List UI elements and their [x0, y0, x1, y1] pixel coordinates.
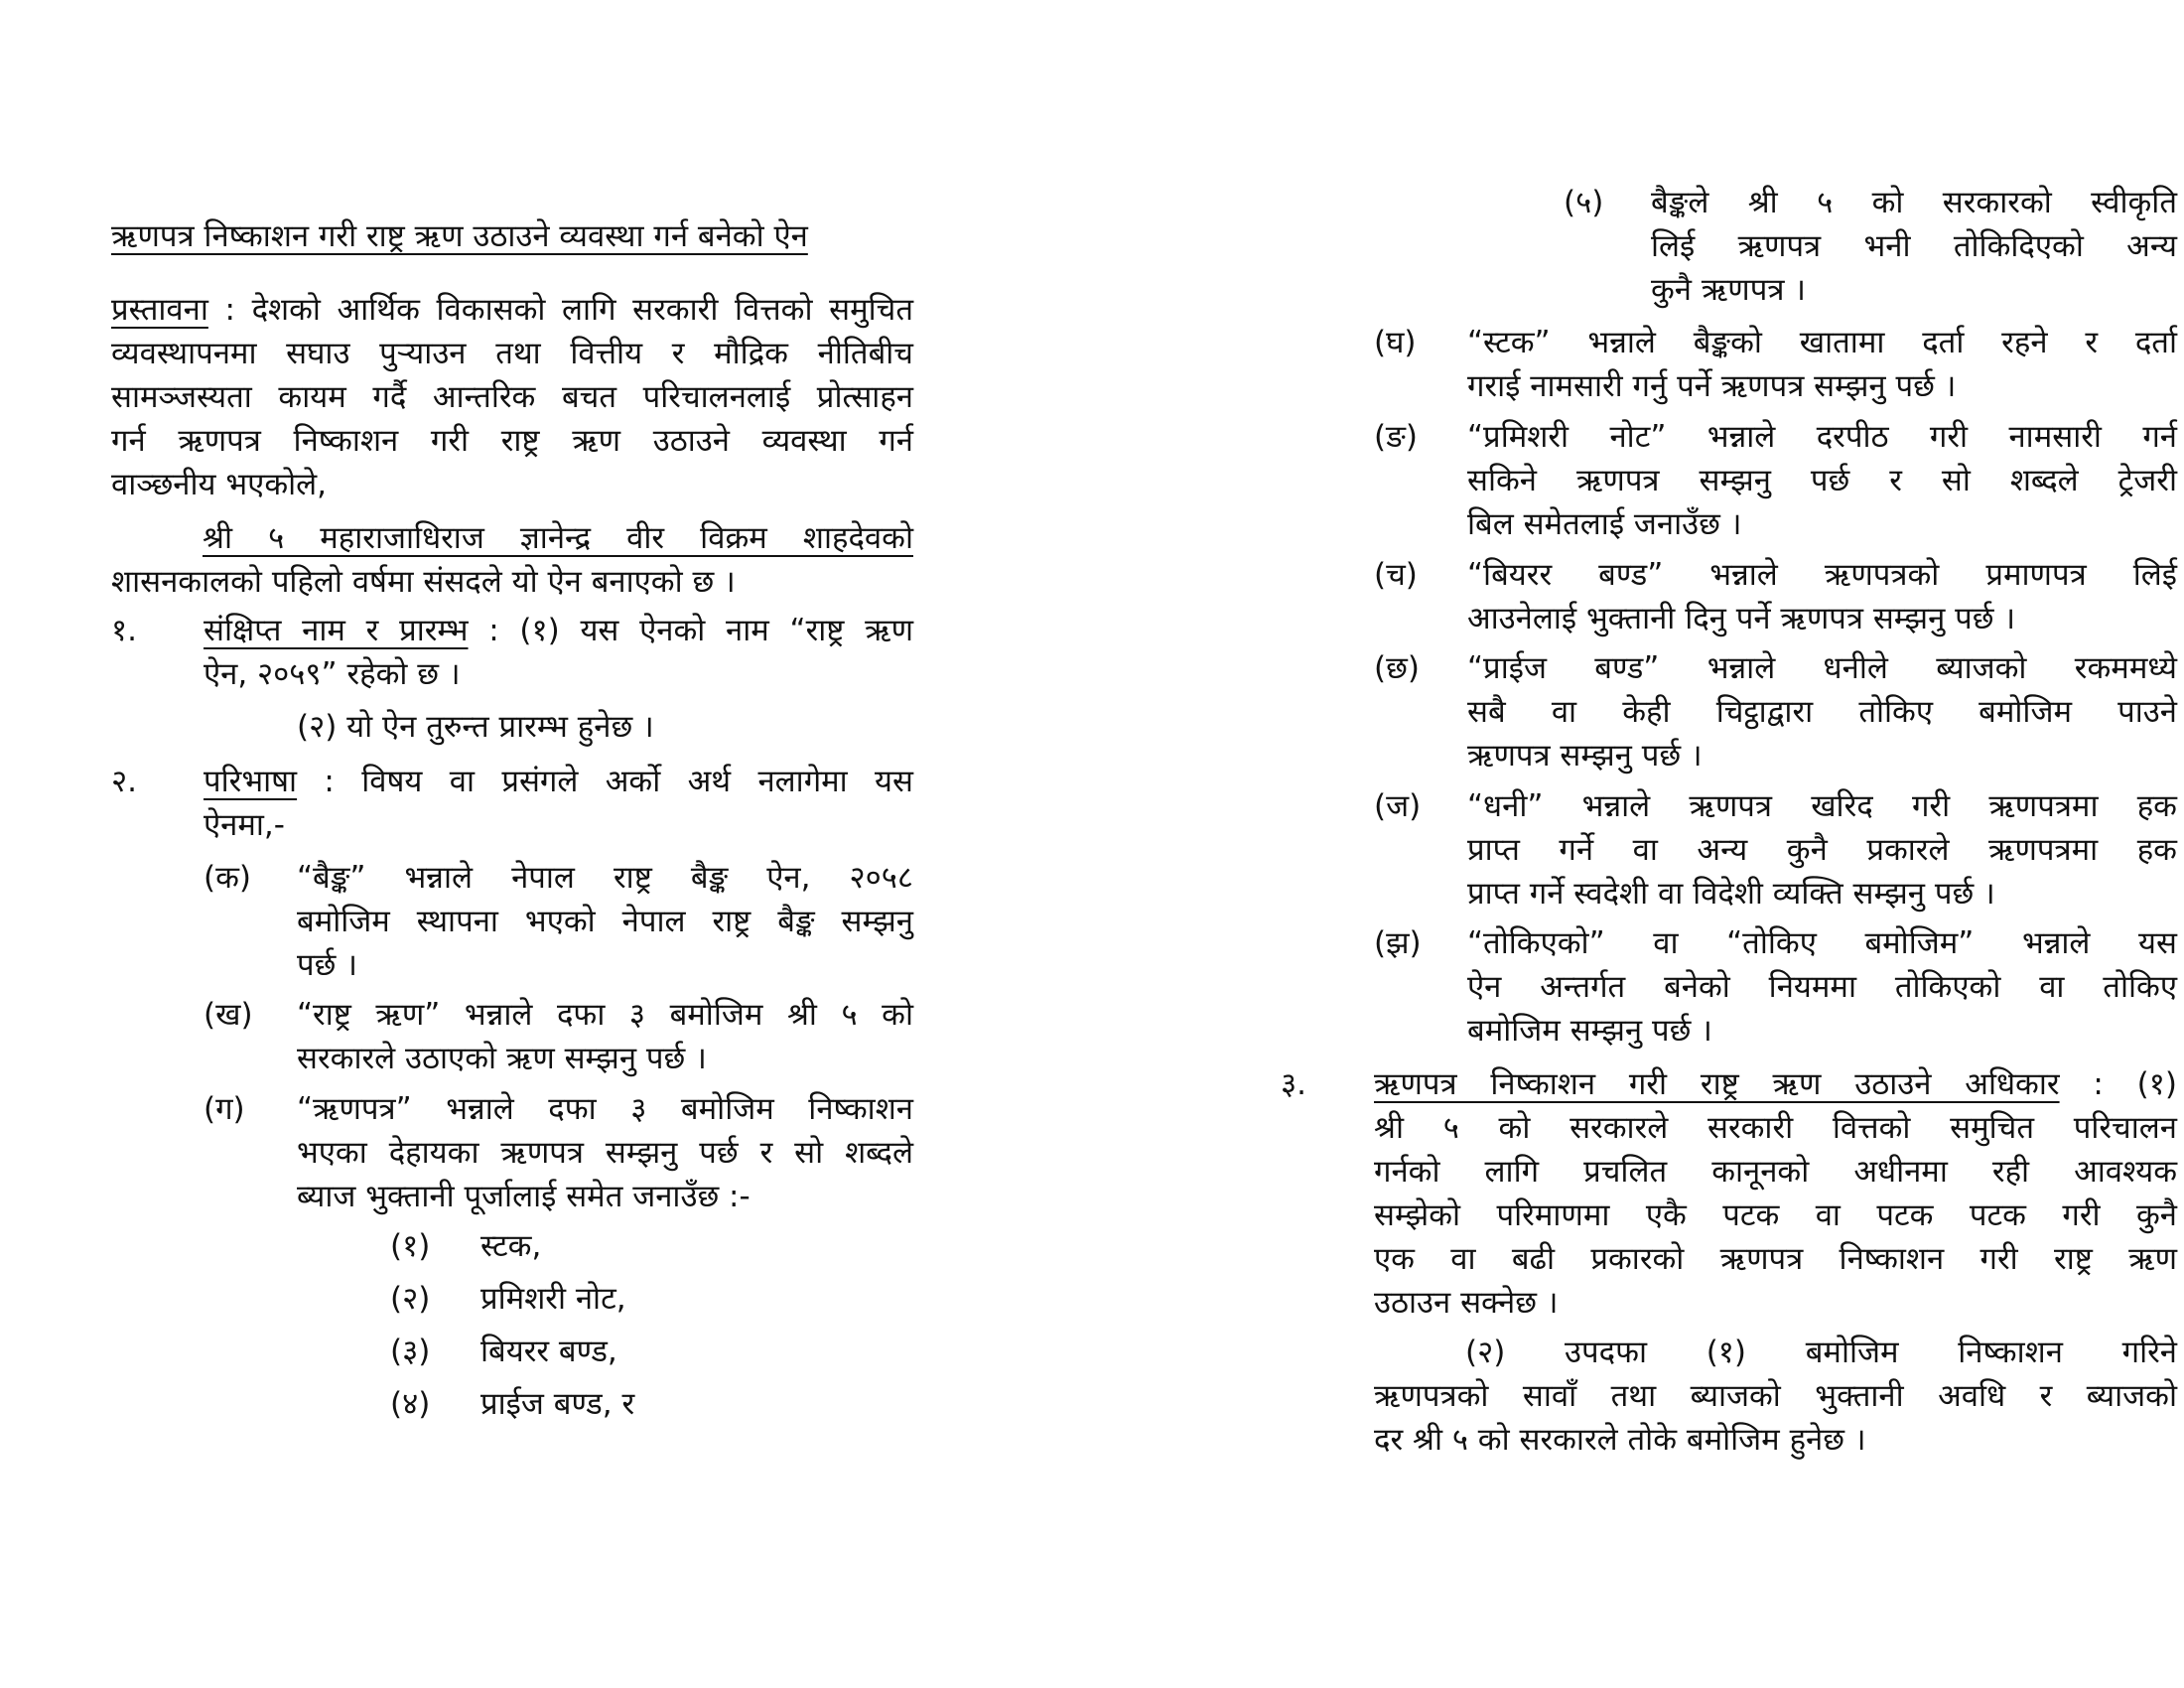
section-text: : विषय वा प्रसंगले अर्को अर्थ नलागेमा यस	[297, 764, 913, 799]
clause-mark: (झ)	[1374, 925, 1422, 961]
subitem-text: बियरर बण्ड,	[480, 1334, 617, 1369]
subitem-text: प्राईज बण्ड, र	[480, 1386, 635, 1422]
enactment-line: शासनकालको पहिलो वर्षमा संसदले यो ऐन बनाएको छ ।	[111, 564, 736, 600]
subitem-text: प्रमिशरी नोट,	[480, 1281, 626, 1317]
section-line: एक वा बढी प्रकारको ऋणपत्र निष्काशन गरी राष्ट्र ऋण	[1374, 1241, 2177, 1277]
clause-mark: (क)	[204, 860, 251, 896]
subitem-mark: (२)	[390, 1281, 431, 1317]
clause-line: आउनेलाई भुक्तानी दिनु पर्ने ऋणपत्र सम्झनु पर्छ ।	[1467, 601, 2016, 636]
subsection-line: ऋणपत्रको सावाँ तथा ब्याजको भुक्तानी अवधि र ब्याजको	[1374, 1378, 2177, 1414]
preamble	[111, 288, 913, 506]
clause-kha	[297, 993, 913, 1080]
section-3	[1374, 1062, 2177, 1325]
subitem-mark: (५)	[1564, 185, 1604, 220]
clause-mark: (ग)	[204, 1091, 245, 1127]
section-2	[204, 760, 913, 847]
subsection-line: दर श्री ५ को सरकारले तोके बमोजिम हुनेछ ।	[1374, 1422, 1866, 1458]
section-number: २.	[111, 764, 137, 799]
clause-line: प्राप्त गर्ने स्वदेशी वा विदेशी व्यक्ति सम्झनु पर्छ ।	[1467, 876, 1995, 912]
subitem-line: बैङ्कले श्री ५ को सरकारको स्वीकृति	[1651, 185, 2177, 220]
clause-line: “बियरर बण्ड” भन्नाले ऋणपत्रको प्रमाणपत्र लिई	[1467, 557, 2177, 593]
enactment-clause	[111, 516, 913, 604]
section-heading: परिभाषा	[204, 764, 298, 799]
clause-line: सकिने ऋणपत्र सम्झनु पर्छ र सो शब्दले ट्रेजरी	[1467, 463, 2177, 498]
section-line: उठाउन सक्नेछ ।	[1374, 1285, 1559, 1321]
clause-mark: (ङ)	[1374, 419, 1418, 455]
clause-cha	[1467, 553, 2177, 640]
clause-ja	[1467, 784, 2177, 915]
clause-line: “प्राईज बण्ड” भन्नाले धनीले ब्याजको रकममध्ये	[1467, 650, 2177, 686]
section-line	[1374, 1062, 2177, 1106]
clause-mark: (घ)	[1374, 325, 1417, 360]
clause-line: बमोजिम सम्झनु पर्छ ।	[1467, 1013, 1712, 1049]
section-text: : (१)	[2059, 1066, 2177, 1102]
section-line: ऐन, २०५९” रहेको छ ।	[204, 656, 461, 692]
enactment-line: श्री ५ महाराजाधिराज ज्ञानेन्द्र वीर विक्रम शाहदेवको	[203, 520, 913, 556]
clause-line: “ऋणपत्र” भन्नाले दफा ३ बमोजिम निष्काशन	[297, 1091, 913, 1127]
section-number: ३.	[1281, 1066, 1306, 1102]
clause-line: गराई नामसारी गर्नु पर्ने ऋणपत्र सम्झनु पर्छ ।	[1467, 368, 1957, 404]
section-line: गर्नको लागि प्रचलित कानूनको अधीनमा रही आवश्यक	[1374, 1154, 2177, 1190]
section-number: १.	[111, 613, 137, 648]
clause-line: ऋणपत्र सम्झनु पर्छ ।	[1467, 738, 1703, 774]
clause-mark: (छ)	[1374, 650, 1420, 686]
subitem-mark: (१)	[390, 1228, 431, 1264]
clause-line: ब्याज भुक्तानी पूर्जालाई समेत जनाउँछ :-	[297, 1179, 751, 1214]
section-line: श्री ५ को सरकारले सरकारी वित्तको समुचित परिचालन	[1374, 1110, 2177, 1146]
clause-line: “स्टक” भन्नाले बैङ्कको खातामा दर्ता रहने र दर्ता	[1467, 325, 2177, 360]
clause-line: बमोजिम स्थापना भएको नेपाल राष्ट्र बैङ्क सम्झनु	[297, 904, 913, 939]
clause-line: बिल समेतलाई जनाउँछ ।	[1467, 506, 1742, 542]
section-line	[204, 609, 913, 652]
section-heading: ऋणपत्र निष्काशन गरी राष्ट्र ऋण उठाउने अधिकार	[1374, 1066, 2060, 1102]
section-heading: संक्षिप्त नाम र प्रारम्भ	[204, 613, 469, 648]
clause-mark: (ज)	[1374, 788, 1422, 824]
subsection-line: (२) उपदफा (१) बमोजिम निष्काशन गरिने	[1465, 1335, 2177, 1370]
preamble-line: गर्न ऋणपत्र निष्काशन गरी राष्ट्र ऋण उठाउने व्यवस्था गर्न	[111, 423, 913, 459]
preamble-line: वाञ्छनीय भएकोले,	[111, 467, 328, 502]
clause-mark: (च)	[1374, 557, 1418, 593]
subitem-line: लिई ऋणपत्र भनी तोकिदिएको अन्य	[1651, 228, 2177, 264]
clause-line: ऐन अन्तर्गत बनेको नियममा तोकिएको वा तोकिए	[1467, 969, 2177, 1005]
preamble-line: व्यवस्थापनमा सघाउ पुऱ्याउन तथा वित्तीय र मौद्रिक नीतिबीच	[111, 336, 913, 371]
subitem-text: स्टक,	[480, 1228, 542, 1264]
subsection-2: (२) यो ऐन तुरुन्त प्रारम्भ हुनेछ ।	[297, 709, 654, 745]
clause-line: सरकारले उठाएको ऋण सम्झनु पर्छ ।	[297, 1041, 707, 1076]
clause-line: भएका देहायका ऋणपत्र सम्झनु पर्छ र सो शब्दले	[297, 1135, 913, 1171]
clause-nga	[1467, 415, 2177, 546]
preamble-line	[111, 288, 913, 332]
act-title: ऋणपत्र निष्काशन गरी राष्ट्र ऋण उठाउने व्यवस्था गर्न बनेको ऐन	[111, 218, 808, 254]
subitem-mark: (३)	[390, 1334, 431, 1369]
clause-line: पर्छ ।	[297, 947, 357, 983]
clause-line: “तोकिएको” वा “तोकिए बमोजिम” भन्नाले यस	[1467, 925, 2177, 961]
clause-line: प्राप्त गर्ने वा अन्य कुनै प्रकारले ऋणपत्रमा हक	[1467, 832, 2177, 868]
clause-gha	[1467, 321, 2177, 408]
section-1	[204, 609, 913, 696]
section-line: ऐनमा,-	[204, 807, 285, 843]
preamble-label: प्रस्तावना	[111, 292, 208, 328]
clause-line: “बैङ्क” भन्नाले नेपाल राष्ट्र बैङ्क ऐन, २०५८	[297, 860, 913, 896]
clause-chha	[1467, 646, 2177, 777]
clause-ga	[297, 1087, 913, 1218]
subitem-mark: (४)	[390, 1386, 431, 1422]
section-3-subsection-2	[1374, 1331, 2177, 1462]
clause-jha	[1467, 921, 2177, 1053]
clause-line: “राष्ट्र ऋण” भन्नाले दफा ३ बमोजिम श्री ५ को	[297, 997, 913, 1033]
clause-line: “प्रमिशरी नोट” भन्नाले दरपीठ गरी नामसारी गर्न	[1467, 419, 2177, 455]
section-line: सम्झेको परिमाणमा एकै पटक वा पटक पटक गरी कुनै	[1374, 1197, 2177, 1233]
subitem-line: कुनै ऋणपत्र ।	[1651, 272, 1807, 308]
subitem-5	[1651, 181, 2177, 312]
preamble-sep: :	[207, 292, 252, 328]
preamble-text: देशको आर्थिक विकासको लागि सरकारी वित्तको समुचित	[251, 292, 913, 328]
section-text: : (१) यस ऐनको नाम “राष्ट्र ऋण	[468, 613, 913, 648]
clause-ka	[297, 856, 913, 987]
clause-line: “धनी” भन्नाले ऋणपत्र खरिद गरी ऋणपत्रमा हक	[1467, 788, 2177, 824]
right-page	[1092, 0, 2184, 1688]
section-line	[204, 760, 913, 803]
preamble-line: सामञ्जस्यता कायम गर्दै आन्तरिक बचत परिचालनलाई प्रोत्साहन	[111, 379, 913, 415]
clause-line: सबै वा केही चिट्ठाद्वारा तोकिए बमोजिम पाउने	[1467, 694, 2177, 730]
clause-mark: (ख)	[204, 997, 253, 1033]
